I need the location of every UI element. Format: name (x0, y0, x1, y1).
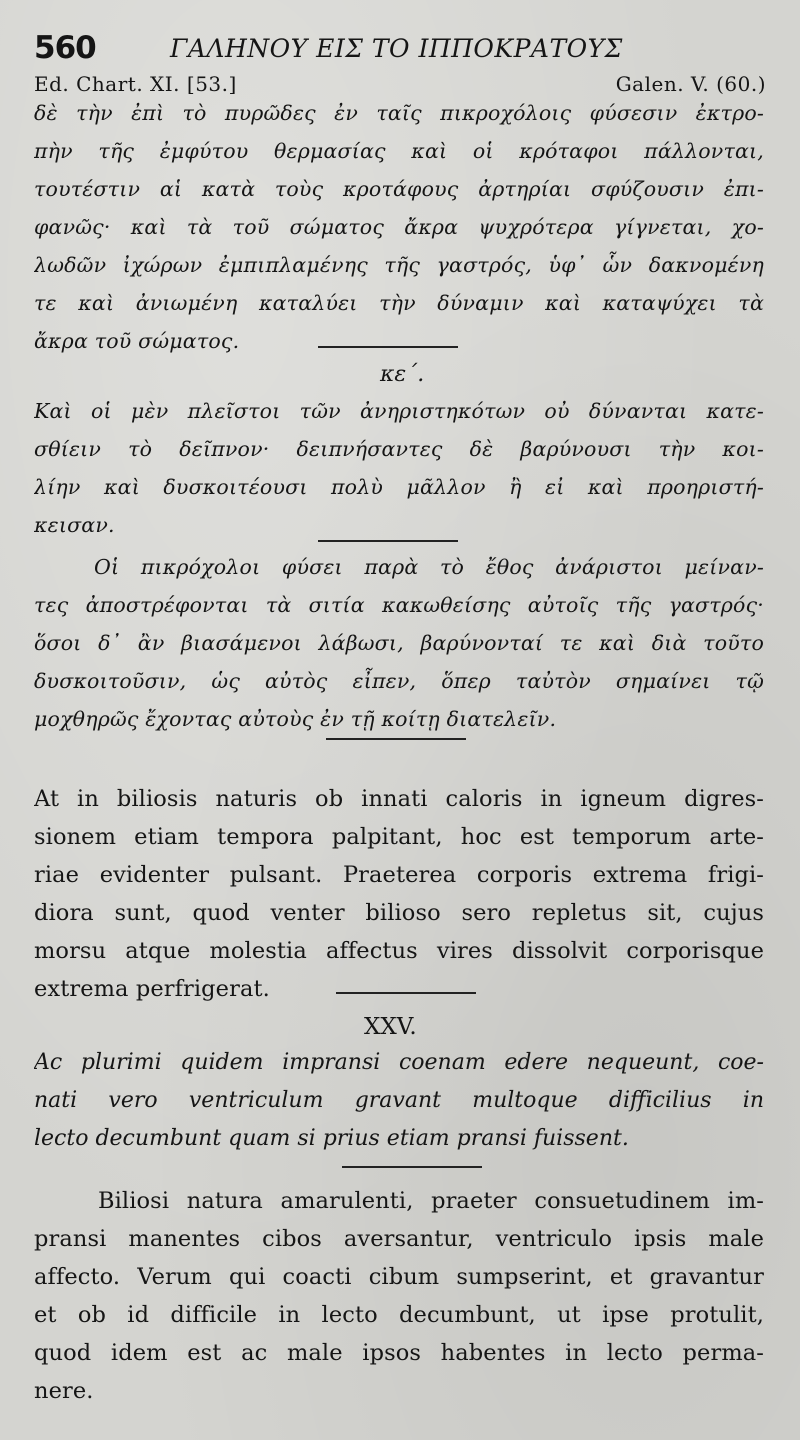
text-line: nati vero ventriculum gravant multoque difficilius in (34, 1088, 764, 1113)
text-line: morsu atque molestia affectus vires dissolvit corporisque (34, 938, 764, 964)
edition-reference-left: Ed. Chart. XI. [53.] (34, 72, 237, 96)
latin-aphorism (34, 1044, 764, 1158)
text-line: τες ἀποστρέφονται τὰ σιτία κακωθείσης αὐτοῖς τῆς γαστρός· (34, 593, 764, 617)
greek-section-number: κε΄. (380, 362, 425, 387)
text-line: nere. (34, 1378, 94, 1404)
section-divider (326, 738, 466, 740)
text-line: τε καὶ ἀνιωμένη καταλύει τὴν δύναμιν καὶ καταψύχει τὰ (34, 291, 764, 315)
text-line: σθίειν τὸ δεῖπνον· δειπνήσαντες δὲ βαρύνουσι τὴν κοι- (34, 437, 764, 461)
text-line: τουτέστιν αἱ κατὰ τοὺς κροτάφους ἀρτηρίαι σφύζουσιν ἐπι- (34, 177, 764, 201)
greek-aphorism (34, 392, 764, 544)
text-line: μοχθηρῶς ἔχοντας αὐτοὺς ἐν τῇ κοίτῃ διατελεῖν. (34, 707, 557, 731)
text-line: ἄκρα τοῦ σώματος. (34, 329, 240, 353)
text-line: pransi manentes cibos aversantur, ventriculo ipsis male (34, 1226, 764, 1252)
text-line: φανῶς· καὶ τὰ τοῦ σώματος ἄκρα ψυχρότερα γίγνεται, χο- (34, 215, 764, 239)
text-line: et ob id difficile in lecto decumbunt, ut ipse protulit, (34, 1302, 764, 1328)
text-line: λίην καὶ δυσκοιτέουσι πολὺ μᾶλλον ἢ εἰ καὶ προηριστή- (34, 475, 764, 499)
text-line: lecto decumbunt quam si prius etiam pransi fuissent. (34, 1126, 629, 1151)
text-line: πὴν τῆς ἐμφύτου θερμασίας καὶ οἱ κρόταφοι πάλλονται, (34, 139, 764, 163)
section-divider (318, 346, 458, 348)
section-divider (336, 992, 476, 994)
text-line: extrema perfrigerat. (34, 976, 270, 1002)
text-line: sionem etiam tempora palpitant, hoc est temporum arte- (34, 824, 764, 850)
text-line: riae evidenter pulsant. Praeterea corporis extrema frigi- (34, 862, 764, 888)
text-line: affecto. Verum qui coacti cibum sumpserint, et gravantur (34, 1264, 764, 1290)
text-line: quod idem est ac male ipsos habentes in lecto perma- (34, 1340, 764, 1366)
page-number: 560 (34, 30, 96, 66)
text-line: Ac plurimi quidem impransi coenam edere nequeunt, coe- (34, 1050, 764, 1075)
latin-commentary (34, 780, 764, 1008)
text-line: Biliosi natura amarulenti, praeter consuetudinem im- (98, 1188, 764, 1214)
section-divider (318, 540, 458, 542)
text-line: At in biliosis naturis ob innati caloris in igneum digres- (34, 786, 764, 812)
text-line: diora sunt, quod venter bilioso sero repletus sit, cujus (34, 900, 764, 926)
section-divider (342, 1166, 482, 1168)
edition-reference-right: Galen. V. (60.) (615, 72, 766, 96)
text-line: κεισαν. (34, 513, 115, 537)
greek-commentary-2 (34, 548, 764, 738)
text-line: Καὶ οἱ μὲν πλεῖστοι τῶν ἀνηριστηκότων οὐ δύνανται κατε- (34, 399, 764, 423)
latin-section-number: XXV. (364, 1014, 417, 1040)
running-title: ΓΑΛΗΝΟΥ ΕΙΣ ΤΟ ΙΠΠΟΚΡΑΤΟΥΣ (170, 34, 623, 63)
greek-commentary (34, 94, 764, 360)
text-line: δυσκοιτοῦσιν, ὡς αὐτὸς εἶπεν, ὅπερ ταὐτὸν σημαίνει τῷ (34, 669, 764, 693)
text-line: λωδῶν ἰχώρων ἐμπιπλαμένης τῆς γαστρός, ὑφ᾽ ὧν δακνομένη (34, 253, 764, 277)
text-line: ὅσοι δ᾽ ἂν βιασάμενοι λάβωσι, βαρύνονταί τε καὶ διὰ τοῦτο (34, 631, 764, 655)
latin-commentary-2 (34, 1182, 764, 1410)
text-line: δὲ τὴν ἐπὶ τὸ πυρῶδες ἐν ταῖς πικροχόλοις φύσεσιν ἐκτρο- (34, 101, 764, 125)
text-line: Οἱ πικρόχολοι φύσει παρὰ τὸ ἔθος ἀνάριστοι μείναν- (94, 555, 764, 579)
